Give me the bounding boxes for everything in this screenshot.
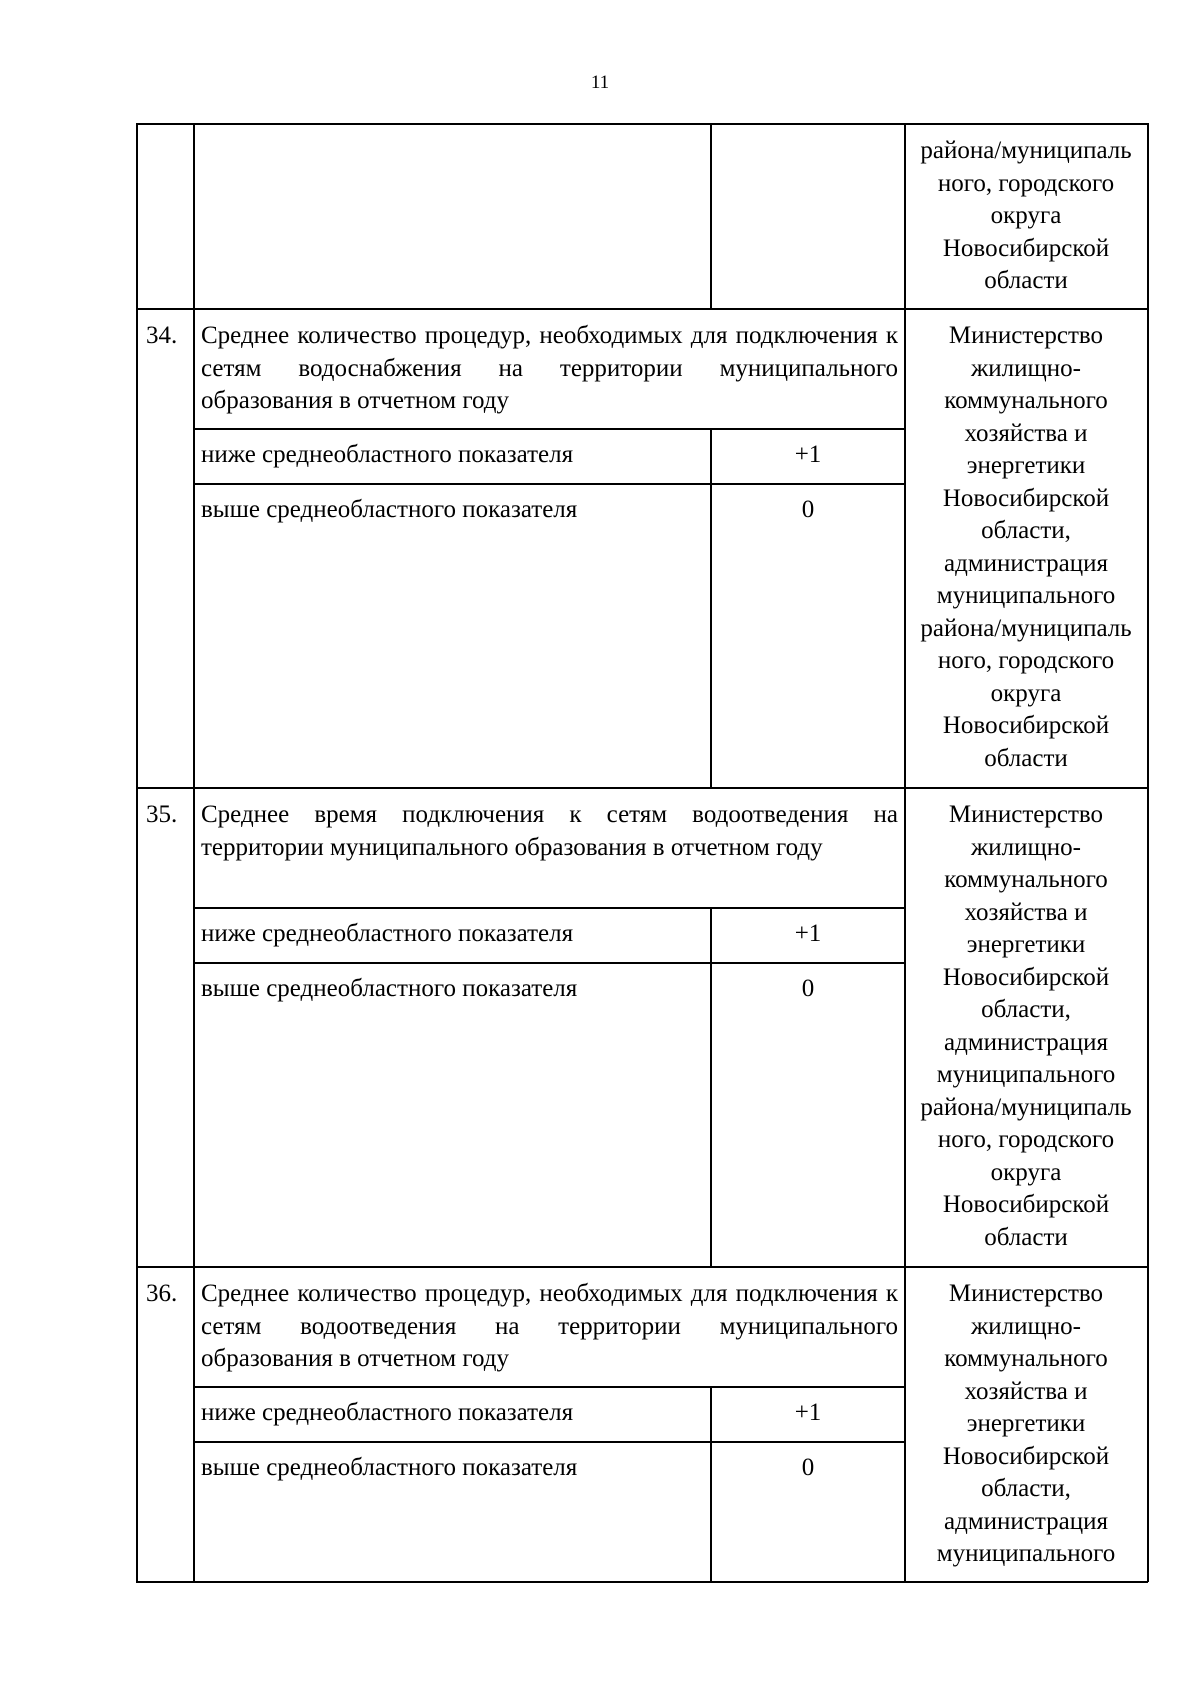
row-separator xyxy=(136,308,1148,310)
responsible-line: области, xyxy=(981,517,1071,544)
responsible-line: района/муниципаль xyxy=(920,614,1132,642)
responsible-line: муниципального xyxy=(936,1061,1116,1088)
responsible-line: жилищно- xyxy=(971,354,1081,382)
row-number: 35. xyxy=(146,801,178,828)
criterion-label: ниже среднеобластного показателя xyxy=(201,920,574,947)
responsible-line: области xyxy=(984,744,1068,772)
carryover-responsible-cell xyxy=(906,135,1146,298)
responsible-line: муниципального xyxy=(936,1540,1116,1567)
indicator-description: Среднее количество процедур, необходимых для подключения к сетям водоснабжения на территории муниципального образования в отчетном году xyxy=(201,322,898,414)
responsible-line: жилищно- xyxy=(971,1312,1081,1340)
responsible-line: ного, городского xyxy=(937,1126,1115,1153)
responsible-line: области xyxy=(984,1223,1068,1251)
criterion-value: +1 xyxy=(794,920,822,947)
criterion-value: 0 xyxy=(801,975,815,1002)
responsible-line: района/муниципаль xyxy=(920,1093,1132,1121)
criterion-label: ниже среднеобластного показателя xyxy=(201,441,574,468)
responsible-cell xyxy=(906,1278,1146,1571)
responsible-line: энергетики xyxy=(966,931,1086,958)
row-number: 36. xyxy=(146,1280,178,1307)
responsible-line: Министерство xyxy=(948,322,1104,349)
responsible-line: энергетики xyxy=(966,452,1086,479)
criteria-separator xyxy=(193,907,904,909)
responsible-line: Новосибирской xyxy=(942,234,1110,262)
criteria-separator xyxy=(193,962,904,964)
responsible-line: области xyxy=(984,267,1068,294)
criterion-label: выше среднеобластного показателя xyxy=(201,496,578,523)
responsible-cell xyxy=(906,320,1146,775)
value-column-separator xyxy=(710,428,712,787)
indicator-description: Среднее время подключения к сетям водоотведения на территории муниципального образования в отчетном году xyxy=(201,801,898,861)
responsible-line: хозяйства и xyxy=(964,898,1088,926)
row-number: 34. xyxy=(146,322,178,349)
criterion-value: 0 xyxy=(801,1454,815,1481)
row-separator xyxy=(136,787,1148,789)
table-left-border xyxy=(136,123,138,1582)
responsible-line: энергетики xyxy=(966,1410,1086,1437)
responsible-line: Новосибирской xyxy=(942,1191,1110,1218)
criteria-separator xyxy=(193,1441,904,1443)
table-bottom-border xyxy=(136,1581,1148,1583)
responsible-cell xyxy=(906,799,1146,1254)
criteria-separator xyxy=(193,428,904,430)
responsible-line: округа xyxy=(990,202,1062,229)
criterion-label: выше среднеобластного показателя xyxy=(201,1454,578,1481)
responsible-line: Новосибирской xyxy=(942,712,1110,739)
responsible-line: коммунального xyxy=(944,387,1108,414)
responsible-line: Министерство xyxy=(948,1280,1104,1307)
value-column-separator xyxy=(710,907,712,1266)
responsible-line: жилищно- xyxy=(971,833,1081,861)
responsible-line: муниципального xyxy=(936,582,1116,609)
responsible-line: ного, городского xyxy=(937,169,1115,197)
responsible-line: района/муниципаль xyxy=(920,137,1132,164)
table-top-border xyxy=(136,123,1148,125)
responsible-line: коммунального xyxy=(944,866,1108,893)
responsible-line: ного, городского xyxy=(937,647,1115,674)
responsible-line: хозяйства и xyxy=(964,1377,1088,1405)
responsible-line: Министерство xyxy=(948,801,1104,828)
criteria-separator xyxy=(193,483,904,485)
page-number: 11 xyxy=(590,72,610,93)
criterion-value: 0 xyxy=(801,496,815,523)
criteria-separator xyxy=(193,1386,904,1388)
responsible-line: Новосибирской xyxy=(942,1442,1110,1470)
indicator-description: Среднее количество процедур, необходимых для подключения к сетям водоотведения на территории муниципального образования в отчетном году xyxy=(201,1280,898,1372)
value-column-separator xyxy=(710,123,712,308)
criterion-value: +1 xyxy=(794,441,822,468)
responsible-line: хозяйства и xyxy=(964,419,1088,447)
table-right-border xyxy=(1147,123,1149,1582)
responsible-line: области, xyxy=(981,1475,1071,1502)
row-separator xyxy=(136,1266,1148,1268)
responsible-line: округа xyxy=(990,679,1062,707)
column-separator xyxy=(193,123,195,1582)
responsible-line: Новосибирской xyxy=(942,963,1110,991)
responsible-line: администрация xyxy=(944,549,1108,577)
criterion-label: ниже среднеобластного показателя xyxy=(201,1399,574,1426)
indicators-table xyxy=(136,123,1148,1582)
responsible-line: Новосибирской xyxy=(942,484,1110,512)
responsible-line: администрация xyxy=(944,1507,1108,1535)
responsible-line: округа xyxy=(990,1158,1062,1186)
responsible-line: администрация xyxy=(944,1028,1108,1056)
criterion-value: +1 xyxy=(794,1399,822,1426)
responsible-line: коммунального xyxy=(944,1345,1108,1372)
responsible-line: области, xyxy=(981,996,1071,1023)
criterion-label: выше среднеобластного показателя xyxy=(201,975,578,1002)
